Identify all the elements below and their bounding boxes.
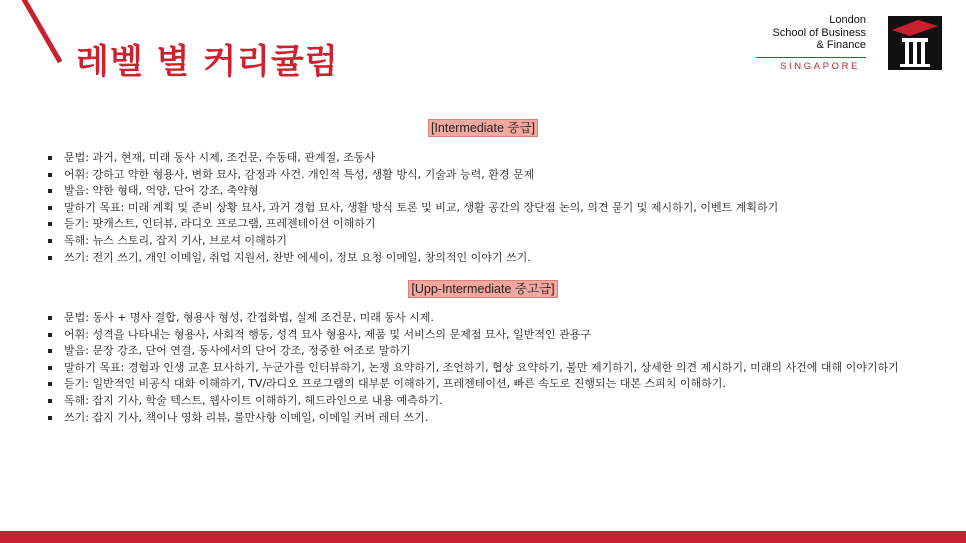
logo-line-3: & Finance [816,39,866,51]
list-item: 말하기 목표: 경험과 인생 교훈 묘사하기, 누군가를 인터뷰하기, 논쟁 요약하기, 조언하기, 협상 요약하기, 불만 제기하기, 상세한 의견 제시하기, 미래의 사건에 대해 이야기하기 [46,360,926,377]
list-item: 쓰기: 전기 쓰기, 개인 이메일, 취업 지원서, 찬반 에세이, 정보 요청 이메일, 창의적인 이야기 쓰기. [46,250,926,267]
logo-line-2: School of Business [772,26,866,39]
section-heading-label: [Upp-Intermediate 중고급] [408,280,557,298]
footer-bar [0,531,966,543]
logo-line-1: London [829,14,866,26]
section-heading-intermediate [0,118,966,136]
list-item: 독해: 뉴스 스토리, 잡지 기사, 브로셔 이해하기 [46,233,926,250]
list-item: 발음: 약한 형태, 억양, 단어 강조, 축약형 [46,183,926,200]
list-item: 문법: 과거, 현재, 미래 동사 시제, 조건문, 수동태, 관계절, 조동사 [46,150,926,167]
list-item: 듣기: 일반적인 비공식 대화 이해하기, TV/라디오 프로그램의 대부분 이해하기, 프레젠테이션, 빠른 속도로 진행되는 대본 스피치 이해하기. [46,376,926,393]
list-item: 발음: 문장 강조, 단어 연결, 동사에서의 단어 강조, 정중한 어조로 말하기 [46,343,926,360]
logo-emblem-icon [888,16,942,70]
decorative-accent-line [18,0,62,63]
upper-intermediate-list [46,310,926,426]
intermediate-list [46,150,926,266]
list-item: 독해: 잡지 기사, 학술 텍스트, 웹사이트 이해하기, 헤드라인으로 내용 예측하기. [46,393,926,410]
logo-divider [756,57,866,58]
list-item: 어휘: 강하고 약한 형용사, 변화 묘사, 감정과 사건. 개인적 특성, 생활 방식, 기술과 능력, 환경 문제 [46,167,926,184]
list-item: 말하기 목표: 미래 계획 및 준비 상황 묘사, 과거 경험 묘사, 생활 방식 토론 및 비교, 생활 공간의 장단점 논의, 의견 묻기 및 제시하기, 이벤트 계획하기 [46,200,926,217]
list-item: 어휘: 성격을 나타내는 형용사, 사회적 행동, 성격 묘사 형용사, 제품 및 서비스의 문제점 묘사, 일반적인 관용구 [46,327,926,344]
section-heading-upper-intermediate [0,279,966,297]
list-item: 문법: 동사 + 명사 결합, 형용사 형성, 간접화법, 실제 조건문, 미래 동사 시제. [46,310,926,327]
logo-wordmark [772,14,866,52]
school-logo [752,14,942,74]
logo-subtitle: SINGAPORE [780,61,860,72]
list-item: 쓰기: 잡지 기사, 책이나 영화 리뷰, 불만사항 이메일, 이메일 커버 레터 쓰기. [46,410,926,427]
slide-title: 레벨 별 커리큘럼 [76,42,339,82]
section-heading-label: [Intermediate 중급] [428,119,538,137]
list-item: 듣기: 팟캐스트, 인터뷰, 라디오 프로그램, 프레젠테이션 이해하기 [46,216,926,233]
